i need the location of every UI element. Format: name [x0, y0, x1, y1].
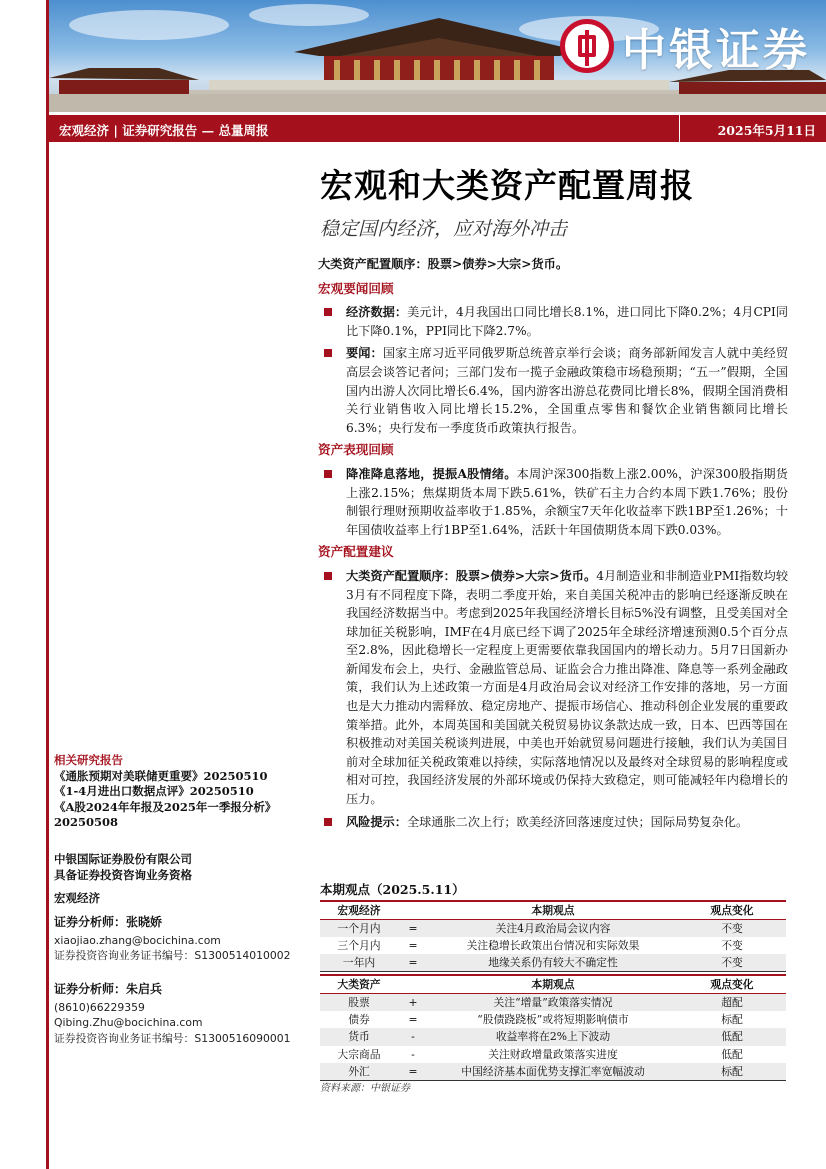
- table-cell: 中国经济基本面优势支撑汇率宽幅波动: [428, 1063, 678, 1081]
- report-title: 宏观和大类资产配置周报: [320, 166, 694, 205]
- table-row: [320, 1046, 786, 1064]
- table-cell: =: [398, 954, 428, 972]
- section-heading: 资产配置建议: [318, 544, 394, 560]
- table-cell: -: [411, 1047, 415, 1061]
- table-row: [320, 954, 786, 972]
- bullet-label: 经济数据：: [346, 305, 408, 320]
- report-category: 宏观经济 | 证券研究报告 — 总量周报: [59, 123, 269, 138]
- column-header: 大类资产: [337, 977, 381, 991]
- list-item: [318, 303, 788, 340]
- macro-view-table: [320, 900, 786, 972]
- table-cell: 债券: [348, 1012, 370, 1026]
- bullet-label: 大类资产配置顺序：股票>债券>大宗>货币。: [346, 568, 597, 583]
- column-header: [398, 975, 428, 993]
- table-cell: 货币: [320, 1028, 398, 1046]
- column-header: 观点变化: [710, 903, 754, 917]
- table-cell: “股债跷跷板”或将短期影响债市: [477, 1012, 629, 1026]
- table-cell: 三个月内: [337, 938, 381, 952]
- square-bullet-icon: [324, 349, 332, 357]
- analyst-cert: 证券投资咨询业务证书编号：S1300516090001: [54, 1031, 291, 1045]
- bullet-text: 本周沪深300指数上涨2.00%，沪深300股指期货上涨2.15%；焦煤期货本周下跌5.61%，铁矿石主力合约本周下跌1.76%；股份制银行理财预期收益率收于1.85%，余额宝7天年化收益率下跌1BP至1.26%；十年国债收益率上行1BP至1.64%，活跃十年国债期货本周下跌0.03%。: [346, 466, 788, 537]
- list-item: [318, 813, 788, 832]
- section-heading: 资产表现回顾: [318, 442, 394, 458]
- strip-divider: [679, 115, 680, 142]
- analyst-label: 证券分析师：朱启兵: [54, 982, 163, 996]
- table-row: [320, 1063, 786, 1081]
- bullet-text: 美元计，4月我国出口同比增长8.1%，进口同比下降0.2%；4月CPI同比下降0.1%，PPI同比下降2.7%。: [346, 305, 789, 338]
- table-cell: 地缘关系仍有较大不确定性: [428, 954, 678, 972]
- list-item: [318, 344, 788, 437]
- analyst-label: 证券分析师：张晓娇: [54, 915, 163, 929]
- table-cell: 外汇: [320, 1063, 398, 1081]
- section-heading: 宏观要闻回顾: [318, 280, 394, 296]
- related-report-link[interactable]: 《1-4月进出口数据点评》20250510: [54, 784, 254, 798]
- related-heading: 相关研究报告: [54, 753, 123, 767]
- bank-of-china-logo-icon: [560, 19, 614, 73]
- table-cell: 关注“增量”政策落实情况: [428, 993, 678, 1011]
- table-cell: 关注稳增长政策出台情况和实际效果: [466, 938, 640, 952]
- table-cell: 收益率将在2%上下波动: [428, 1028, 678, 1046]
- related-reports: [54, 753, 309, 831]
- bullet-text: 4月制造业和非制造业PMI指数均较3月有不同程度下降，表明二季度开始，来自美国关税冲击的影响已经逐渐反映在我国经济数据当中。考虑到2025年我国经济增长目标5%没有调整，且受美国对全球加征关税影响，IMF在4月底已经下调了2025年全球经济增速预测0.5个百分点至2.8%，因此稳增长一定程度上更需要依靠我国国内的增长动力。5月7日国新办新闻发布会上，央行、金融监管总局、证监会合力推出降准、降息等一系列金融政策，我们认为上述政策一方面是4月政治局会议对经济工作安排的落地，另一方面也是大力推动内需释放、稳定房地产、提振市场信心、推动科创企业发展的重要政策举措。此外，本周英国和美国就关税贸易协议条款达成一致，日本、巴西等国在积极推动对美国关税谈判进展，中美也开始就贸易问题进行接触，我们认为美国目前对全球加征关税政策难以持续，实际落地情况以及最终对全球贸易的影响程度或相对可控，我国经济发展的外部环境或仍保持大致稳定，则可能减轻年内稳增长的压力。: [346, 568, 789, 807]
- table-cell: =: [408, 1012, 418, 1026]
- table-cell: =: [398, 1063, 428, 1081]
- views-title: 本期观点（2025.5.11）: [320, 882, 465, 897]
- bullet-label: 要闻：: [346, 346, 383, 361]
- bullet-label: 降准降息落地，提振A股情绪。: [346, 466, 517, 481]
- related-report-link[interactable]: 《通胀预期对美联储更重要》20250510: [54, 768, 268, 783]
- bullet-text: 国家主席习近平同俄罗斯总统普京举行会谈；商务部新闻发言人就中美经贸高层会谈答记者问；三部门发布一揽子金融政策稳市场稳预期；“五一”假期，全国国内出游人次同比增长6.4%，国内游客出游总花费同比增长8%，假期全国消费相关行业销售收入同比增长15.2%，全国重点零售和餐饮企业销售额同比增长6.3%；央行发布一季度货币政策执行报告。: [346, 346, 789, 435]
- report-subtitle: 稳定国内经济，应对海外冲击: [320, 218, 568, 240]
- table-row: [320, 937, 786, 955]
- table-header-row: [320, 975, 786, 993]
- report-category-side: 宏观经济: [54, 891, 100, 905]
- table-cell: 不变: [678, 954, 786, 972]
- table-row: [320, 1011, 786, 1029]
- report-summary: [318, 255, 788, 835]
- header-banner: [49, 0, 826, 112]
- square-bullet-icon: [324, 572, 332, 580]
- square-bullet-icon: [324, 308, 332, 316]
- table-cell: 低配: [721, 1047, 743, 1061]
- allocation-lead: 大类资产配置顺序：股票>债券>大宗>货币。: [318, 257, 569, 271]
- table-cell: +: [398, 993, 428, 1011]
- table-cell: 超配: [678, 993, 786, 1011]
- brand-name: 中银证券: [622, 25, 810, 76]
- table-row: [320, 919, 786, 937]
- table-row: [320, 993, 786, 1011]
- table-cell: 大宗商品: [337, 1047, 381, 1061]
- related-report-link[interactable]: 《A股2024年年报及2025年一季报分析》20250508: [54, 799, 277, 829]
- left-accent-bar: [46, 0, 49, 1169]
- list-item: [318, 567, 788, 809]
- table-row: [320, 1028, 786, 1046]
- bullet-text: 全球通胀二次上行；欧美经济回落速度过快；国际局势复杂化。: [406, 814, 749, 829]
- table-cell: 关注财政增量政策落实进度: [488, 1047, 618, 1061]
- table-cell: =: [408, 938, 418, 952]
- table-cell: 关注4月政治局会议内容: [428, 919, 678, 937]
- company-name: 中银国际证券股份有限公司: [54, 852, 192, 866]
- report-date: 2025年5月11日: [717, 123, 816, 138]
- asset-view-table: [320, 974, 786, 1081]
- analyst-email[interactable]: Qibing.Zhu@bocichina.com: [54, 1016, 203, 1029]
- column-header: 宏观经济: [337, 903, 381, 917]
- list-item: [318, 465, 788, 539]
- table-cell: 标配: [721, 1012, 743, 1026]
- analyst-2: [54, 982, 309, 1046]
- square-bullet-icon: [324, 470, 332, 478]
- column-header: [398, 901, 428, 919]
- table-cell: 一年内: [320, 954, 398, 972]
- column-header: 本期观点: [531, 903, 575, 917]
- table-source-note: 资料来源：中银证券: [320, 1083, 410, 1094]
- table-cell: 股票: [320, 993, 398, 1011]
- square-bullet-icon: [324, 818, 332, 826]
- analyst-1: [54, 915, 309, 964]
- column-header: 本期观点: [531, 977, 575, 991]
- company-qualification: 具备证券投资咨询业务资格: [54, 867, 192, 882]
- company-info: [54, 852, 309, 907]
- table-cell: 不变: [721, 938, 743, 952]
- brand-logo: [560, 14, 810, 78]
- analyst-phone: (8610)66229359: [54, 1000, 145, 1014]
- analyst-cert: 证券投资咨询业务证书编号：S1300514010002: [54, 949, 291, 962]
- analyst-email[interactable]: xiaojiao.zhang@bocichina.com: [54, 933, 221, 947]
- column-header: 观点变化: [710, 977, 754, 991]
- table-cell: 一个月内: [320, 919, 398, 937]
- table-cell: 低配: [678, 1028, 786, 1046]
- table-cell: -: [398, 1028, 428, 1046]
- bullet-label: 风险提示：: [346, 814, 407, 829]
- category-strip: [49, 115, 826, 142]
- table-cell: 标配: [678, 1063, 786, 1081]
- table-cell: =: [398, 919, 428, 937]
- table-cell: 不变: [678, 919, 786, 937]
- table-header-row: [320, 901, 786, 919]
